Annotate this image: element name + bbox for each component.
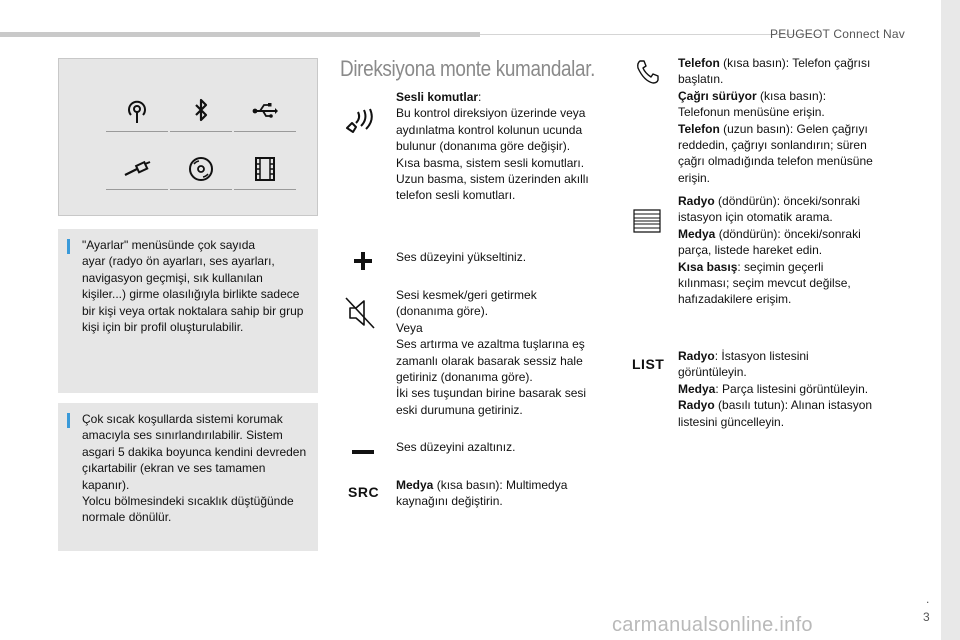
wheel-row-text: kılınması; seçim mevcut değilse, xyxy=(678,276,851,291)
mute-line: eski durumuna getiriniz. xyxy=(396,402,523,417)
list-row-text: : Parça listesini görüntüleyin. xyxy=(715,381,869,396)
plus-icon xyxy=(352,250,374,272)
profiles-note-text: "Ayarlar" menüsünde çok sayıda ayar (radyo ön ayarları, ses ayarları, navigasyon geçmişi, sık kullanılan kişiler...) girme olasılığıyla birlikte sadece bir kişi veya ortak noktalara sahip bir grup kişi için bir profil oluşturulabilir. xyxy=(82,238,304,335)
phone-row-text: (kısa basın): xyxy=(756,88,827,103)
wheel-row-text: : seçimin geçerli xyxy=(737,259,824,274)
phone-row-text: reddedin, çağrıyı sonlandırın; süren xyxy=(678,138,867,153)
phone-row-bold: Telefon xyxy=(678,121,720,136)
list-row-text: : İstasyon listesini xyxy=(714,349,809,363)
mute-line: İki ses tuşundan birine basarak sesi xyxy=(396,386,587,401)
list-row-bold: Medya xyxy=(678,381,716,396)
page-dot: . xyxy=(926,592,930,606)
wheel-row-text: (döndürün): önceki/sonraki xyxy=(714,194,861,208)
src-button-label: SRC xyxy=(348,484,380,500)
minus-icon xyxy=(352,450,374,454)
source-icons-panel xyxy=(58,58,318,216)
mute-line: getiriniz (donanıma göre). xyxy=(396,370,533,385)
voice-line: Uzun basma, sistem üzerinden akıllı xyxy=(396,172,589,187)
phone-row-bold: Telefon xyxy=(678,56,720,70)
header-bar-left xyxy=(0,32,480,37)
bluetooth-icon xyxy=(170,95,232,147)
voice-command-entry xyxy=(396,89,606,204)
voice-command-colon: : xyxy=(478,90,482,104)
voice-line: telefon sesli komutları. xyxy=(396,188,516,203)
phone-entry xyxy=(678,55,898,186)
phone-row-bold: Çağrı sürüyor xyxy=(678,88,757,103)
mute-line: (donanıma göre). xyxy=(396,304,489,319)
wheel-entry xyxy=(678,193,898,308)
header-rule-right xyxy=(480,34,820,35)
phone-row-text: (kısa basın): Telefon çağrısı xyxy=(719,56,871,70)
wheel-row-bold: Medya xyxy=(678,226,716,241)
wheel-row-text: parça, listede hareket edin. xyxy=(678,243,823,258)
info-bar-icon xyxy=(67,413,70,428)
src-after: (kısa basın): Multimedya xyxy=(433,478,568,492)
volume-down-text: Ses düzeyini azaltınız. xyxy=(396,440,516,454)
mute-entry xyxy=(396,287,606,418)
list-row-bold: Radyo xyxy=(678,349,715,363)
phone-row-text: başlatın. xyxy=(678,72,724,87)
volume-up-text: Ses düzeyini yükseltiniz. xyxy=(396,250,527,264)
wheel-row-text: hafızadakilere erişim. xyxy=(678,292,792,307)
voice-line: aydınlatma kontrol kolunun ucunda xyxy=(396,122,583,137)
info-bar-icon xyxy=(67,239,70,254)
list-row-bold: Radyo xyxy=(678,398,715,413)
cd-icon xyxy=(170,153,232,205)
aux-jack-icon xyxy=(106,153,168,205)
wheel-row-text: (döndürün): önceki/sonraki xyxy=(715,226,861,241)
video-icon xyxy=(234,153,296,205)
voice-command-title: Sesli komutlar xyxy=(396,90,479,104)
phone-row-text: erişin. xyxy=(678,170,711,185)
list-button-label: LIST xyxy=(632,356,665,372)
page-number: 3 xyxy=(923,610,930,624)
profiles-note xyxy=(58,229,318,393)
mute-line: Sesi kesmek/geri getirmek xyxy=(396,288,537,302)
wheel-row-bold: Radyo xyxy=(678,194,715,208)
phone-icon xyxy=(634,58,662,86)
usb-icon xyxy=(234,95,296,147)
heat-note-text: Çok sıcak koşullarda sistemi korumak amacıyla ses sınırlandırılabilir. Sistem asgari 5 dakika boyunca kendini devreden çıkartabilir (ekran ve ses tamamen kapanır). Yolcu bölmesindeki sıcaklık düştüğünde normale dönülür. xyxy=(82,412,307,525)
mute-icon xyxy=(344,296,376,330)
wheel-row-text: istasyon için otomatik arama. xyxy=(678,210,833,225)
mute-line: Veya xyxy=(396,320,423,335)
src-entry xyxy=(396,477,606,510)
list-entry xyxy=(678,348,898,430)
thumbwheel-icon xyxy=(632,208,662,234)
voice-line: Bu kontrol direksiyon üzerinde veya xyxy=(396,106,586,121)
src-bold: Medya xyxy=(396,478,434,492)
voice-command-icon xyxy=(344,108,378,136)
heat-note xyxy=(58,403,318,551)
voice-line: Kısa basma, sistem sesli komutları. xyxy=(396,155,585,170)
page-edge-band xyxy=(941,0,960,640)
mute-line: Ses artırma ve azaltma tuşlarına eş xyxy=(396,337,585,352)
phone-row-text: (uzun basın): Gelen çağrıyı xyxy=(719,121,868,136)
voice-line: bulunur (donanıma göre değişir). xyxy=(396,139,571,154)
src-line2: kaynağını değiştirin. xyxy=(396,494,503,509)
list-row-text: görüntüleyin. xyxy=(678,365,747,380)
section-title: Direksiyona monte kumandalar. xyxy=(340,56,596,81)
phone-row-text: Telefonun menüsüne erişin. xyxy=(678,105,825,120)
radio-icon xyxy=(106,95,168,147)
wheel-row-bold: Kısa basış xyxy=(678,259,738,274)
list-row-text: listesini güncelleyin. xyxy=(678,414,785,429)
watermark: carmanualsonline.info xyxy=(612,614,813,636)
phone-row-text: çağrı olmadığında telefon menüsüne xyxy=(678,154,873,169)
header-title: PEUGEOT Connect Nav xyxy=(770,27,905,41)
list-row-text: (basılı tutun): Alınan istasyon xyxy=(714,398,873,413)
mute-line: zamanlı olarak basarak sessiz hale xyxy=(396,353,583,368)
